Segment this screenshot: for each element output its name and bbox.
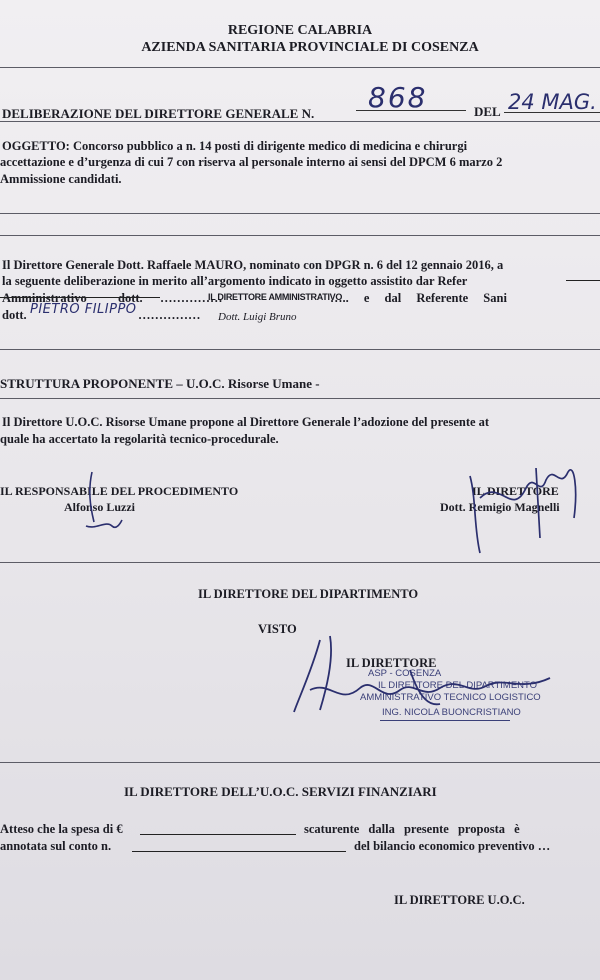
account-field-line [132,851,346,852]
header-rule [0,67,600,68]
director-uoc-label: IL DIRETTORE U.O.C. [394,893,525,907]
subject-rule-1 [0,213,600,214]
department-rule [0,762,600,763]
administrative-dott: dott. [118,291,143,305]
stamp-line-3: AMMINISTRATIVO TECNICO LOGISTICO [360,692,541,703]
agency-heading: AZIENDA SANITARIA PROVINCIALE DI COSENZA [141,40,479,55]
department-director-signature [290,630,560,720]
proposing-structure: STRUTTURA PROPONENTE – U.O.C. Risorse Umane - [0,376,320,391]
department-director-label: IL DIRETTORE [346,656,437,670]
financial-line-1-end: scaturente dalla presente proposta è [304,822,520,836]
administrative-director-stamp: IL DIRETTORE AMMINISTRATIVO [208,292,343,302]
director-general-line-2: la seguente deliberazione in merito all’argomento indicato in oggetto assistito dar Refer [2,274,468,288]
director-name: Dott. Remigio Magnelli [440,500,560,514]
referente-handwritten-name: PIETRO FILIPPO [30,302,137,317]
subject-rule-2 [0,235,600,236]
signatories-rule [0,562,600,563]
financial-line-2-end: del bilancio economico preventivo … [354,839,551,853]
dg-rule [0,349,600,350]
deliberation-rule [0,121,600,122]
region-heading: REGIONE CALABRIA [227,23,373,38]
subject-line-1: OGGETTO: Concorso pubblico a n. 14 posti di dirigente medico di medicina e chirurgi [2,139,468,153]
subject-line-2: accettazione e d’urgenza di cui 7 con riserva al personale interno ai sensi del DPCM 6 marzo 2 [0,155,503,169]
strike-refer [566,280,600,281]
date-underline [504,112,600,113]
financial-line-2-start: annotata sul conto n. [0,839,112,853]
structure-rule [0,398,600,399]
dots-2: …………… [138,308,201,322]
responsible-title: IL RESPONSABILE DEL PROCEDIMENTO [0,484,239,498]
deliberation-label: DELIBERAZIONE DEL DIRETTORE GENERALE N. [2,106,315,121]
financial-line-1-start: Atteso che la spesa di € [0,822,123,836]
deliberation-number-handwritten: 868 [368,81,428,114]
director-title: IL DIRETTORE [472,484,559,498]
referente-tail: ….. e dal Referente Sani [330,291,507,305]
seen-label: VISTO [258,622,297,636]
strike-administrative [0,297,160,298]
date-label: DEL [474,104,501,119]
stamp-underline [380,720,510,721]
director-signature [450,458,600,558]
referente-typed-name: Dott. Luigi Bruno [218,311,297,323]
department-title: IL DIRETTORE DEL DIPARTIMENTO [198,587,419,601]
director-general-line-1: Il Direttore Generale Dott. Raffaele MAURO, nominato con DPGR n. 6 del 12 gennaio 2016, a [2,258,504,272]
proposal-line-2: quale ha accertato la regolarità tecnico-procedurale. [0,432,279,446]
proposal-line-1: Il Direttore U.O.C. Risorse Umane propone al Direttore Generale l’adozione del presente at [2,415,490,429]
deliberation-date-handwritten: 24 MAG. [508,90,597,114]
stamp-line-1: ASP - COSENZA [368,668,442,679]
amount-field-line [140,834,296,835]
stamp-line-2: IL DIRETTORE DEL DIPARTIMENTO [378,680,538,691]
stamp-line-4: ING. NICOLA BUONCRISTIANO [382,707,521,718]
responsible-signature [70,470,150,540]
financial-title: IL DIRETTORE DELL’U.O.C. SERVIZI FINANZIARI [124,784,437,799]
referente-dott: dott. [2,308,27,322]
administrative-word: Amministrativo [2,291,87,305]
dots-1: …………… [160,291,223,305]
number-underline [356,110,466,111]
responsible-name: Alfonso Luzzi [64,500,136,514]
subject-line-3: Ammissione candidati. [0,172,122,186]
